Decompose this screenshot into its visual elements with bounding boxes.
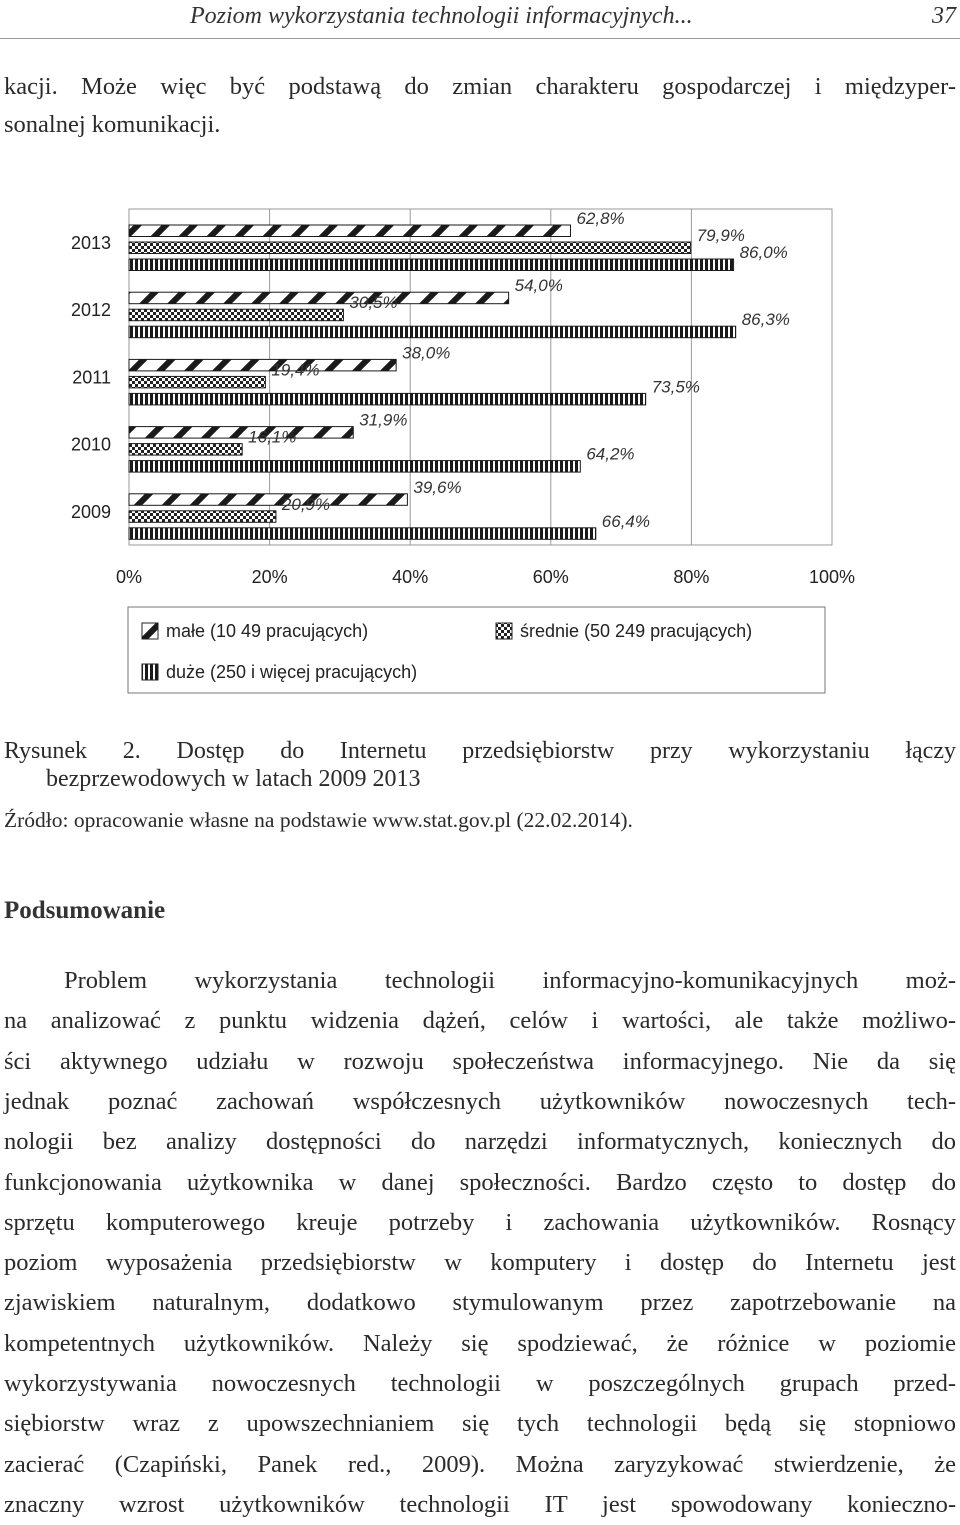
caption-source: Źródło: opracowanie własne na podstawie www.stat.gov.pl (22.02.2014). bbox=[4, 808, 633, 832]
section-heading: Podsumowanie bbox=[4, 897, 166, 924]
legend-label-large: duże (250 i więcej pracujących) bbox=[166, 662, 418, 682]
y-category-label: 2011 bbox=[72, 367, 111, 388]
running-title: Poziom wykorzystania technologii informacyjnych... bbox=[190, 3, 693, 29]
bar bbox=[129, 444, 242, 456]
chart-x-tick-labels bbox=[116, 567, 855, 587]
paragraph-line: nologii bez analizy dostępności do narzędzi informatycznych, koniecznych do bbox=[4, 1128, 956, 1156]
data-label: 86,3% bbox=[741, 310, 790, 330]
y-category-label: 2010 bbox=[70, 434, 111, 455]
bar bbox=[129, 326, 736, 338]
data-label: 73,5% bbox=[651, 377, 700, 397]
bar bbox=[129, 528, 596, 540]
paragraph-line: zjawiskiem naturalnym, dodatkowo stymulowanym przez zapotrzebowanie na bbox=[4, 1289, 956, 1317]
bar bbox=[129, 461, 580, 473]
data-label: 19,4% bbox=[271, 360, 320, 380]
paragraph-line: Problem wykorzystania technologii informacyjno-komunikacyjnych moż- bbox=[64, 967, 956, 994]
running-header bbox=[0, 0, 960, 40]
page-number: 37 bbox=[932, 3, 956, 29]
x-tick-label: 0% bbox=[115, 567, 143, 587]
chart-legend bbox=[128, 607, 825, 693]
bar-chart bbox=[0, 195, 960, 705]
data-label: 79,9% bbox=[696, 226, 745, 245]
chart-category-labels bbox=[71, 233, 111, 522]
x-tick-label: 40% bbox=[392, 567, 429, 587]
bar bbox=[129, 494, 407, 506]
bar bbox=[129, 292, 509, 304]
caption-word: 2. bbox=[122, 738, 141, 764]
data-label: 54,0% bbox=[514, 276, 563, 296]
y-category-label: 2013 bbox=[70, 233, 111, 253]
paragraph-line: wykorzystywania nowoczesnych technologii w poszczególnych grupach przed- bbox=[4, 1370, 956, 1397]
data-label: 20,9% bbox=[281, 494, 331, 514]
data-label: 86,0% bbox=[739, 243, 788, 262]
bar bbox=[129, 359, 396, 371]
legend-swatch-medium bbox=[496, 623, 512, 639]
caption-word: do bbox=[280, 738, 305, 764]
intro-line: kacji. Może więc być podstawą do zmian charakteru gospodarczej i międzyper- bbox=[4, 73, 956, 100]
paragraph-line: poziom wyposażenia przedsiębiorstw w komputery i dostęp do Internetu jest bbox=[4, 1249, 956, 1277]
x-tick-label: 60% bbox=[532, 567, 569, 587]
data-label: 62,8% bbox=[576, 209, 625, 228]
paragraph-line: na analizować z punktu widzenia dążeń, celów i wartości, ale także możliwo- bbox=[4, 1007, 956, 1035]
bar bbox=[129, 511, 276, 523]
paragraph-line: znaczny wzrost użytkowników technologii IT jest spowodowany konieczno- bbox=[4, 1490, 956, 1518]
data-label: 66,4% bbox=[601, 511, 650, 531]
caption-word: łączy bbox=[905, 738, 956, 764]
data-label: 16,1% bbox=[248, 427, 297, 447]
header-rule bbox=[0, 38, 960, 39]
paragraph-line: zacierać (Czapiński, Panek red., 2009). Można zaryzykować stwierdzenie, że bbox=[4, 1450, 956, 1478]
x-tick-label: 100% bbox=[808, 567, 856, 587]
y-category-label: 2012 bbox=[70, 300, 111, 321]
bar bbox=[129, 225, 570, 237]
bar bbox=[129, 259, 734, 271]
caption-title-line: bezprzewodowych w latach 2009 2013 bbox=[46, 766, 421, 792]
caption-word: wykorzystaniu bbox=[728, 738, 870, 764]
x-tick-label: 20% bbox=[251, 567, 288, 587]
data-label: 31,9% bbox=[359, 410, 408, 430]
legend-swatch-large bbox=[142, 664, 158, 680]
bar bbox=[129, 427, 353, 439]
data-label: 64,2% bbox=[586, 444, 635, 464]
bar bbox=[129, 393, 646, 405]
data-label: 38,0% bbox=[402, 343, 451, 363]
data-label: 39,6% bbox=[413, 477, 462, 497]
paragraph-line: jednak poznać zachowań współczesnych użytkowników nowoczesnych tech- bbox=[4, 1087, 956, 1115]
caption-word: przy bbox=[649, 738, 693, 764]
paragraph-line: sprzętu komputerowego kreuje potrzeby i zachowania użytkowników. Rosnący bbox=[4, 1208, 956, 1236]
bar bbox=[129, 309, 343, 321]
paragraph-line: kompetentnych użytkowników. Należy się spodziewać, że różnice w poziomie bbox=[4, 1329, 956, 1357]
caption-word: przedsiębiorstw bbox=[462, 738, 615, 764]
legend-swatch-small bbox=[142, 623, 158, 639]
bar bbox=[129, 242, 691, 254]
caption-title-line bbox=[4, 738, 956, 765]
caption-word: Dostęp bbox=[176, 738, 245, 764]
y-category-label: 2009 bbox=[70, 501, 111, 522]
caption-word: Internetu bbox=[339, 738, 427, 764]
paragraph-line: ści aktywnego udziału w rozwoju społeczeństwa informacyjnego. Nie da się bbox=[4, 1047, 956, 1075]
paragraph-line: funkcjonowania użytkownika w danej społeczności. Bardzo często to dostęp do bbox=[4, 1168, 956, 1196]
paragraph-line: siębiorstw wraz z upowszechnianiem się tych technologii będą się stopniowo bbox=[4, 1410, 956, 1438]
bar bbox=[129, 376, 265, 388]
legend-label-medium: średnie (50 249 pracujących) bbox=[520, 621, 753, 641]
x-tick-label: 80% bbox=[673, 567, 710, 587]
data-label: 30,5% bbox=[349, 293, 398, 313]
legend-label-small: małe (10 49 pracujących) bbox=[166, 621, 369, 641]
caption-word: Rysunek bbox=[4, 738, 88, 764]
intro-line: sonalnej komunikacji. bbox=[4, 111, 221, 138]
